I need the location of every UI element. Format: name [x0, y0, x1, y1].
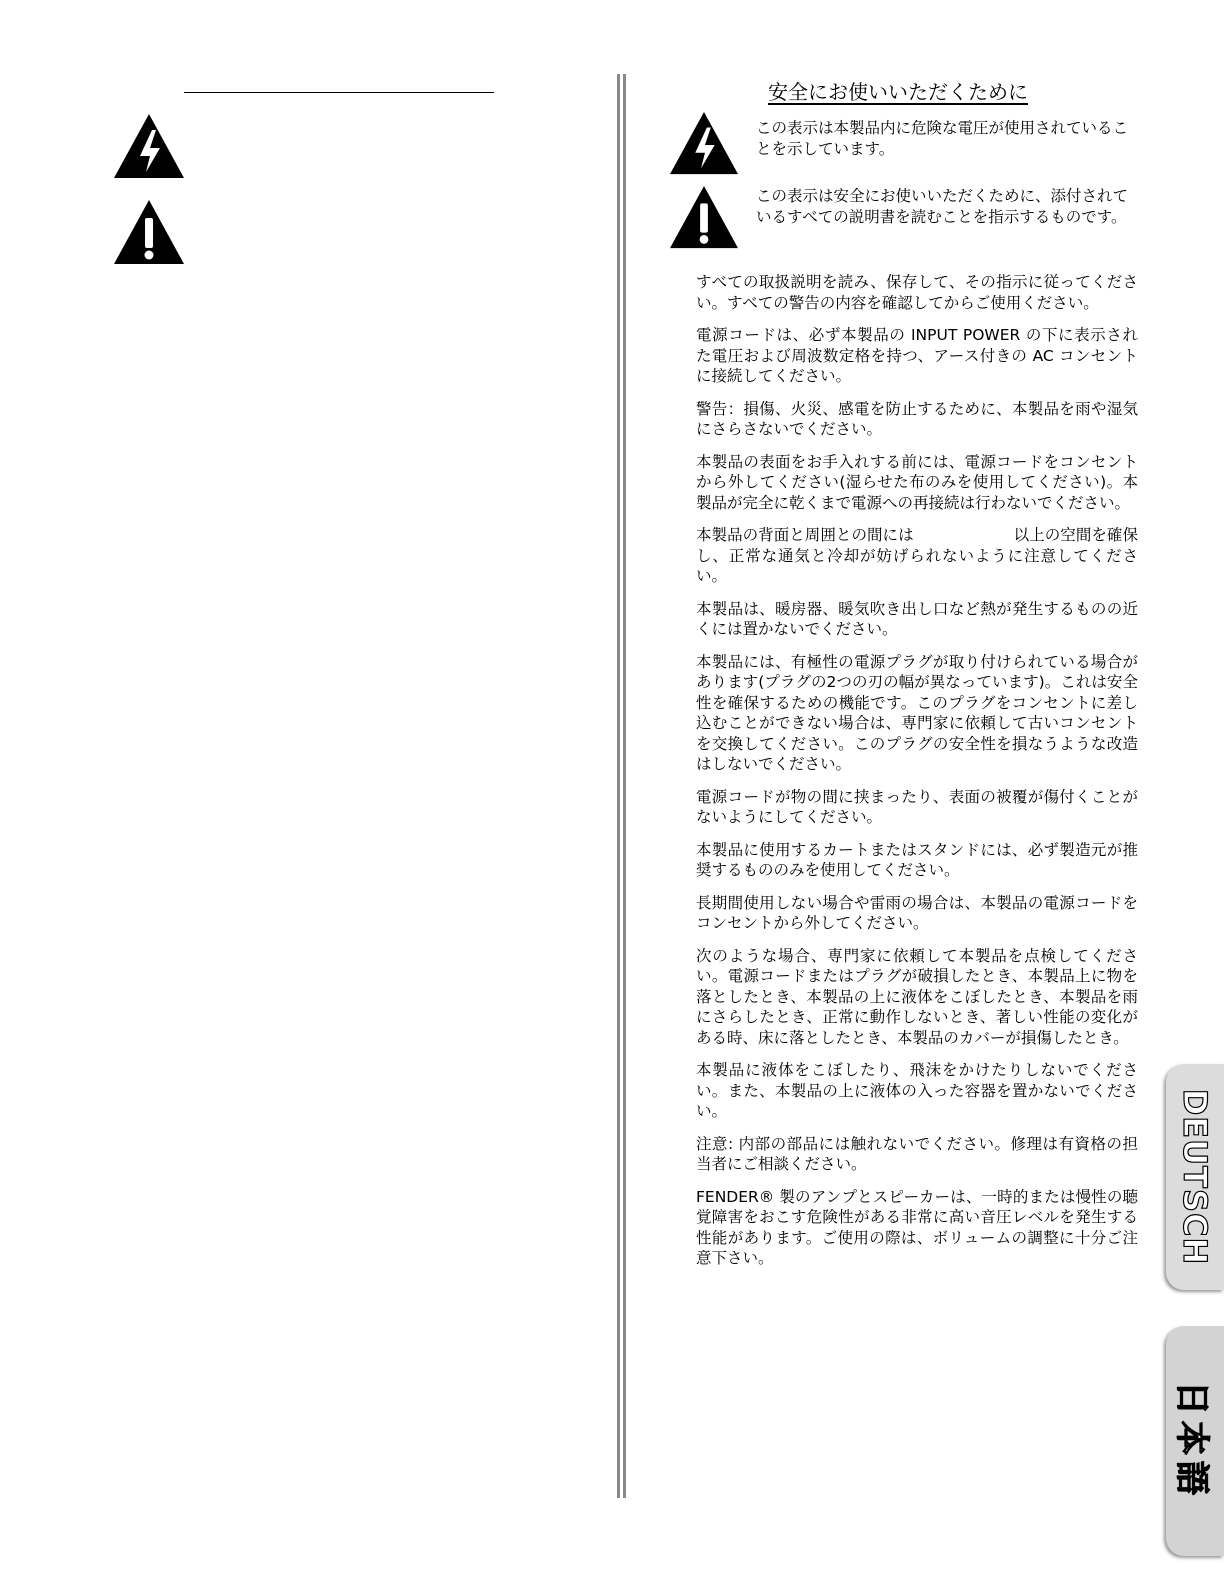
clearance-text-end: 以上の空間を確保し、正常な通気と冷却が妨げられないように注意してください。	[696, 526, 1138, 585]
warning-text: この表示は安全にお使いいただくために、添付されているすべての説明書を読むことを指示するものです。	[756, 187, 1129, 226]
left-title-underline	[184, 92, 494, 93]
tab-deutsch[interactable]	[1166, 1064, 1224, 1290]
safety-instructions	[696, 272, 1138, 1281]
tab-deutsch-label: DEUTSCH	[1176, 1088, 1214, 1266]
instruction-paragraph: 注意: 内部の部品には触れないでください。修理は有資格の担当者にご相談ください。	[696, 1134, 1138, 1173]
instruction-paragraph: FENDER® 製のアンプとスピーカーは、一時的または慢性の聴覚障害をおこす危険性がある非常に高い音圧レベルを発生する性能があります。ご使用の際は、ボリュームの調整に十分ご注意下さい。	[696, 1187, 1138, 1267]
exclamation-warning-icon	[668, 184, 740, 252]
column-divider	[617, 74, 626, 1498]
instruction-paragraph: 本製品には、有極性の電源プラグが取り付けられている場合があります(プラグの2つの刃の幅が異なっています)。これは安全性を確保するための機能です。このプラグをコンセントに差し込むことができない場合は、専門家に依頼して古いコンセントを交換してください。このプラグの安全性を損なうような改造はしないでください。	[696, 652, 1138, 773]
instruction-paragraph: 本製品に液体をこぼしたり、飛沫をかけたりしないでください。また、本製品の上に液体の入った容器を置かないでください。	[696, 1061, 1138, 1120]
lightning-warning-icon	[668, 110, 740, 178]
clearance-text-start: 本製品の背面と周囲との間には	[696, 526, 914, 544]
instruction-paragraph: 本製品は、暖房器、暖気吹き出し口など熱が発生するものの近くには置かないでください。	[696, 599, 1138, 638]
instruction-paragraph: 次のような場合、専門家に依頼して本製品を点検してください。電源コードまたはプラグが破損したとき、本製品上に物を落としたとき、本製品の上に液体をこぼしたとき、本製品を雨にさらしたとき、正常に動作しないとき、著しい性能の変化がある時、床に落としたとき、本製品のカバーが損傷したとき。	[696, 946, 1138, 1047]
instruction-paragraph: 本製品に使用するカートまたはスタンドには、必ず製造元が推奨するもののみを使用してください。	[696, 840, 1138, 879]
tab-japanese[interactable]	[1166, 1326, 1224, 1556]
instruction-paragraph: 電源コードが物の間に挟まったり、表面の被覆が傷付くことがないようにしてください。	[696, 787, 1138, 826]
warning-text: この表示は本製品内に危険な電圧が使用されていることを示しています。	[756, 119, 1129, 158]
warning-row	[668, 184, 1138, 256]
tab-japanese-label: 日本語	[1171, 1381, 1212, 1501]
instruction-paragraph	[696, 525, 1138, 587]
instruction-paragraph: 長期間使用しない場合や雷雨の場合は、本製品の電源コードをコンセントから外してください。	[696, 893, 1138, 932]
instruction-paragraph: 警告：損傷、火災、感電を防止するために、本製品を雨や湿気にさらさないでください。	[696, 399, 1138, 438]
page-title: 安全にお使いいただくために	[768, 80, 1028, 104]
lightning-warning-icon	[112, 112, 186, 182]
instruction-paragraph: 本製品の表面をお手入れする前には、電源コードをコンセントから外してください(湿らせた布のみを使用してください)。本製品が完全に乾くまで電源への再接続は行わないでください。	[696, 452, 1138, 512]
instruction-paragraph: すべての取扱説明を読み、保存して、その指示に従ってください。すべての警告の内容を確認してからご使用ください。	[696, 273, 1138, 312]
exclamation-warning-icon	[112, 198, 186, 268]
instruction-paragraph: 電源コードは、必ず本製品の INPUT POWER の下に表示された電圧および周波数定格を持つ、アース付きの AC コンセントに接続してください。	[696, 326, 1138, 385]
warning-row	[668, 110, 1138, 180]
